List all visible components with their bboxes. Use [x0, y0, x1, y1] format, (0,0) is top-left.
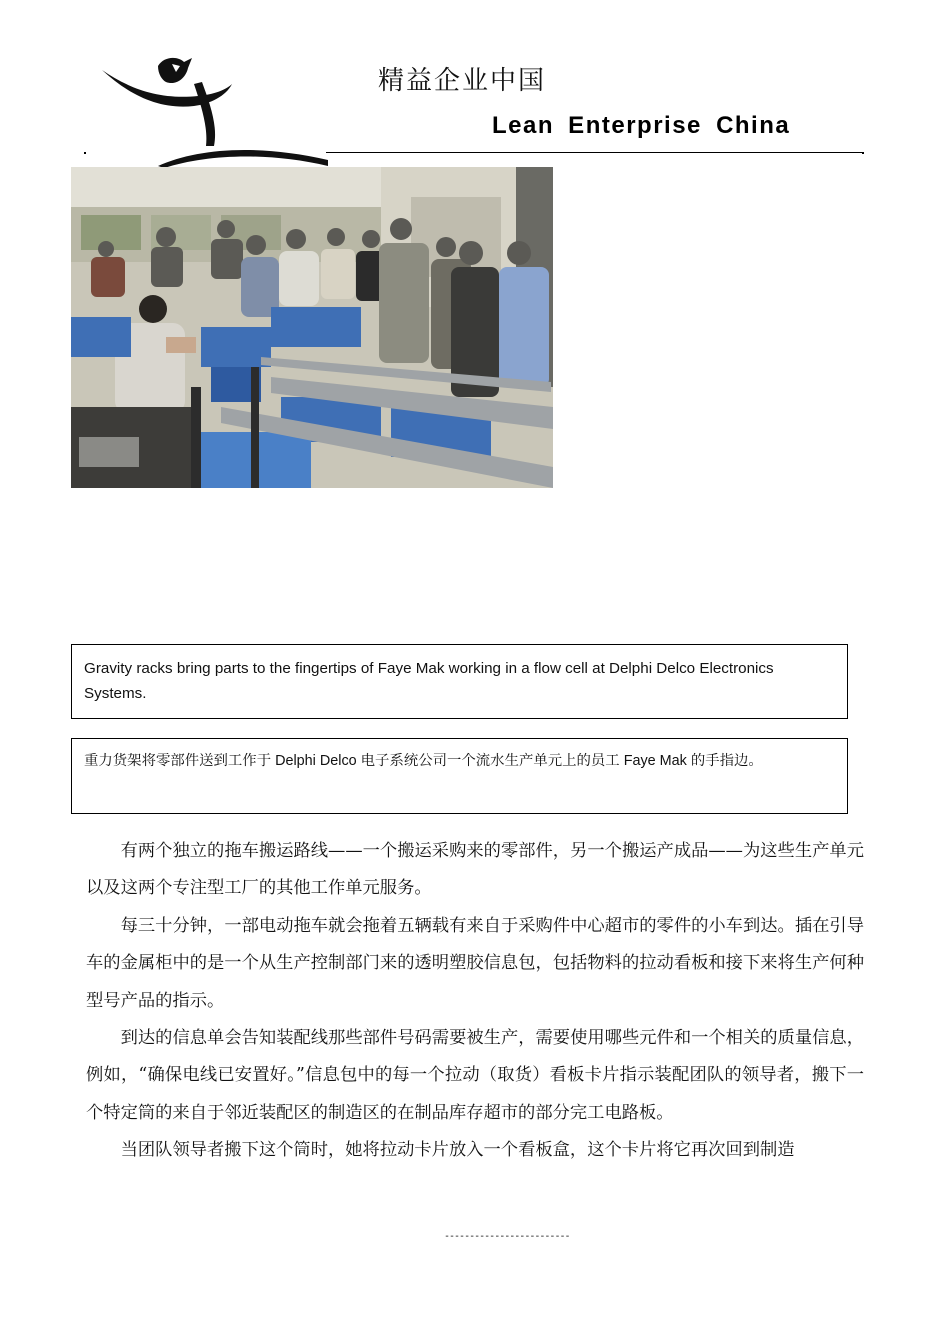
body-paragraph: 当团队领导者搬下这个筒时，她将拉动卡片放入一个看板盒，这个卡片将它再次回到制造	[120, 1140, 795, 1161]
header-english-title: Lean Enterprise China	[492, 112, 791, 139]
body-paragraph: 每三十分钟，一部电动拖车就会拖着五辆载有来自于采购件中心超市的零件的小车到达。插在引导车的金属柜中的是一个从生产控制部门来的透明塑胶信息包，包括物料的拉动看板和接下来将生产何种型号产品的指示。	[86, 915, 864, 1011]
body-text	[86, 833, 864, 1170]
body-paragraph: 到达的信息单会告知装配线那些部件号码需要被生产，需要使用哪些元件和一个相关的质量信息，例如，“确保电线已安置好。”信息包中的每一个拉动（取货）看板卡片指示装配团队的领导者，搬下一个特定筒的来自于邻近装配区的制造区的在制品库存超市的部分完工电路板。	[86, 1028, 864, 1123]
caption-english-text: Gravity racks bring parts to the fingertips of Faye Mak working in a flow cell at Delphi Delco Electronics Systems.	[84, 660, 774, 702]
caption-chinese-text: 重力货架将零部件送到工作于 Delphi Delco 电子系统公司一个流水生产单元上的员工 Faye Mak 的手指边。	[84, 753, 763, 769]
caption-english	[71, 644, 848, 719]
footer-separator: -------------------------	[444, 1231, 570, 1242]
caption-chinese	[71, 738, 848, 814]
company-logo	[98, 48, 348, 168]
header-dot	[862, 152, 864, 154]
header-chinese-title: 精益企业中国	[378, 66, 547, 96]
header-divider	[326, 152, 864, 153]
header-dot	[84, 152, 86, 154]
body-paragraph: 有两个独立的拖车搬运路线——一个搬运采购来的零部件，另一个搬运产成品——为这些生产单元以及这两个专注型工厂的其他工作单元服务。	[86, 841, 864, 899]
factory-photo	[71, 167, 553, 488]
